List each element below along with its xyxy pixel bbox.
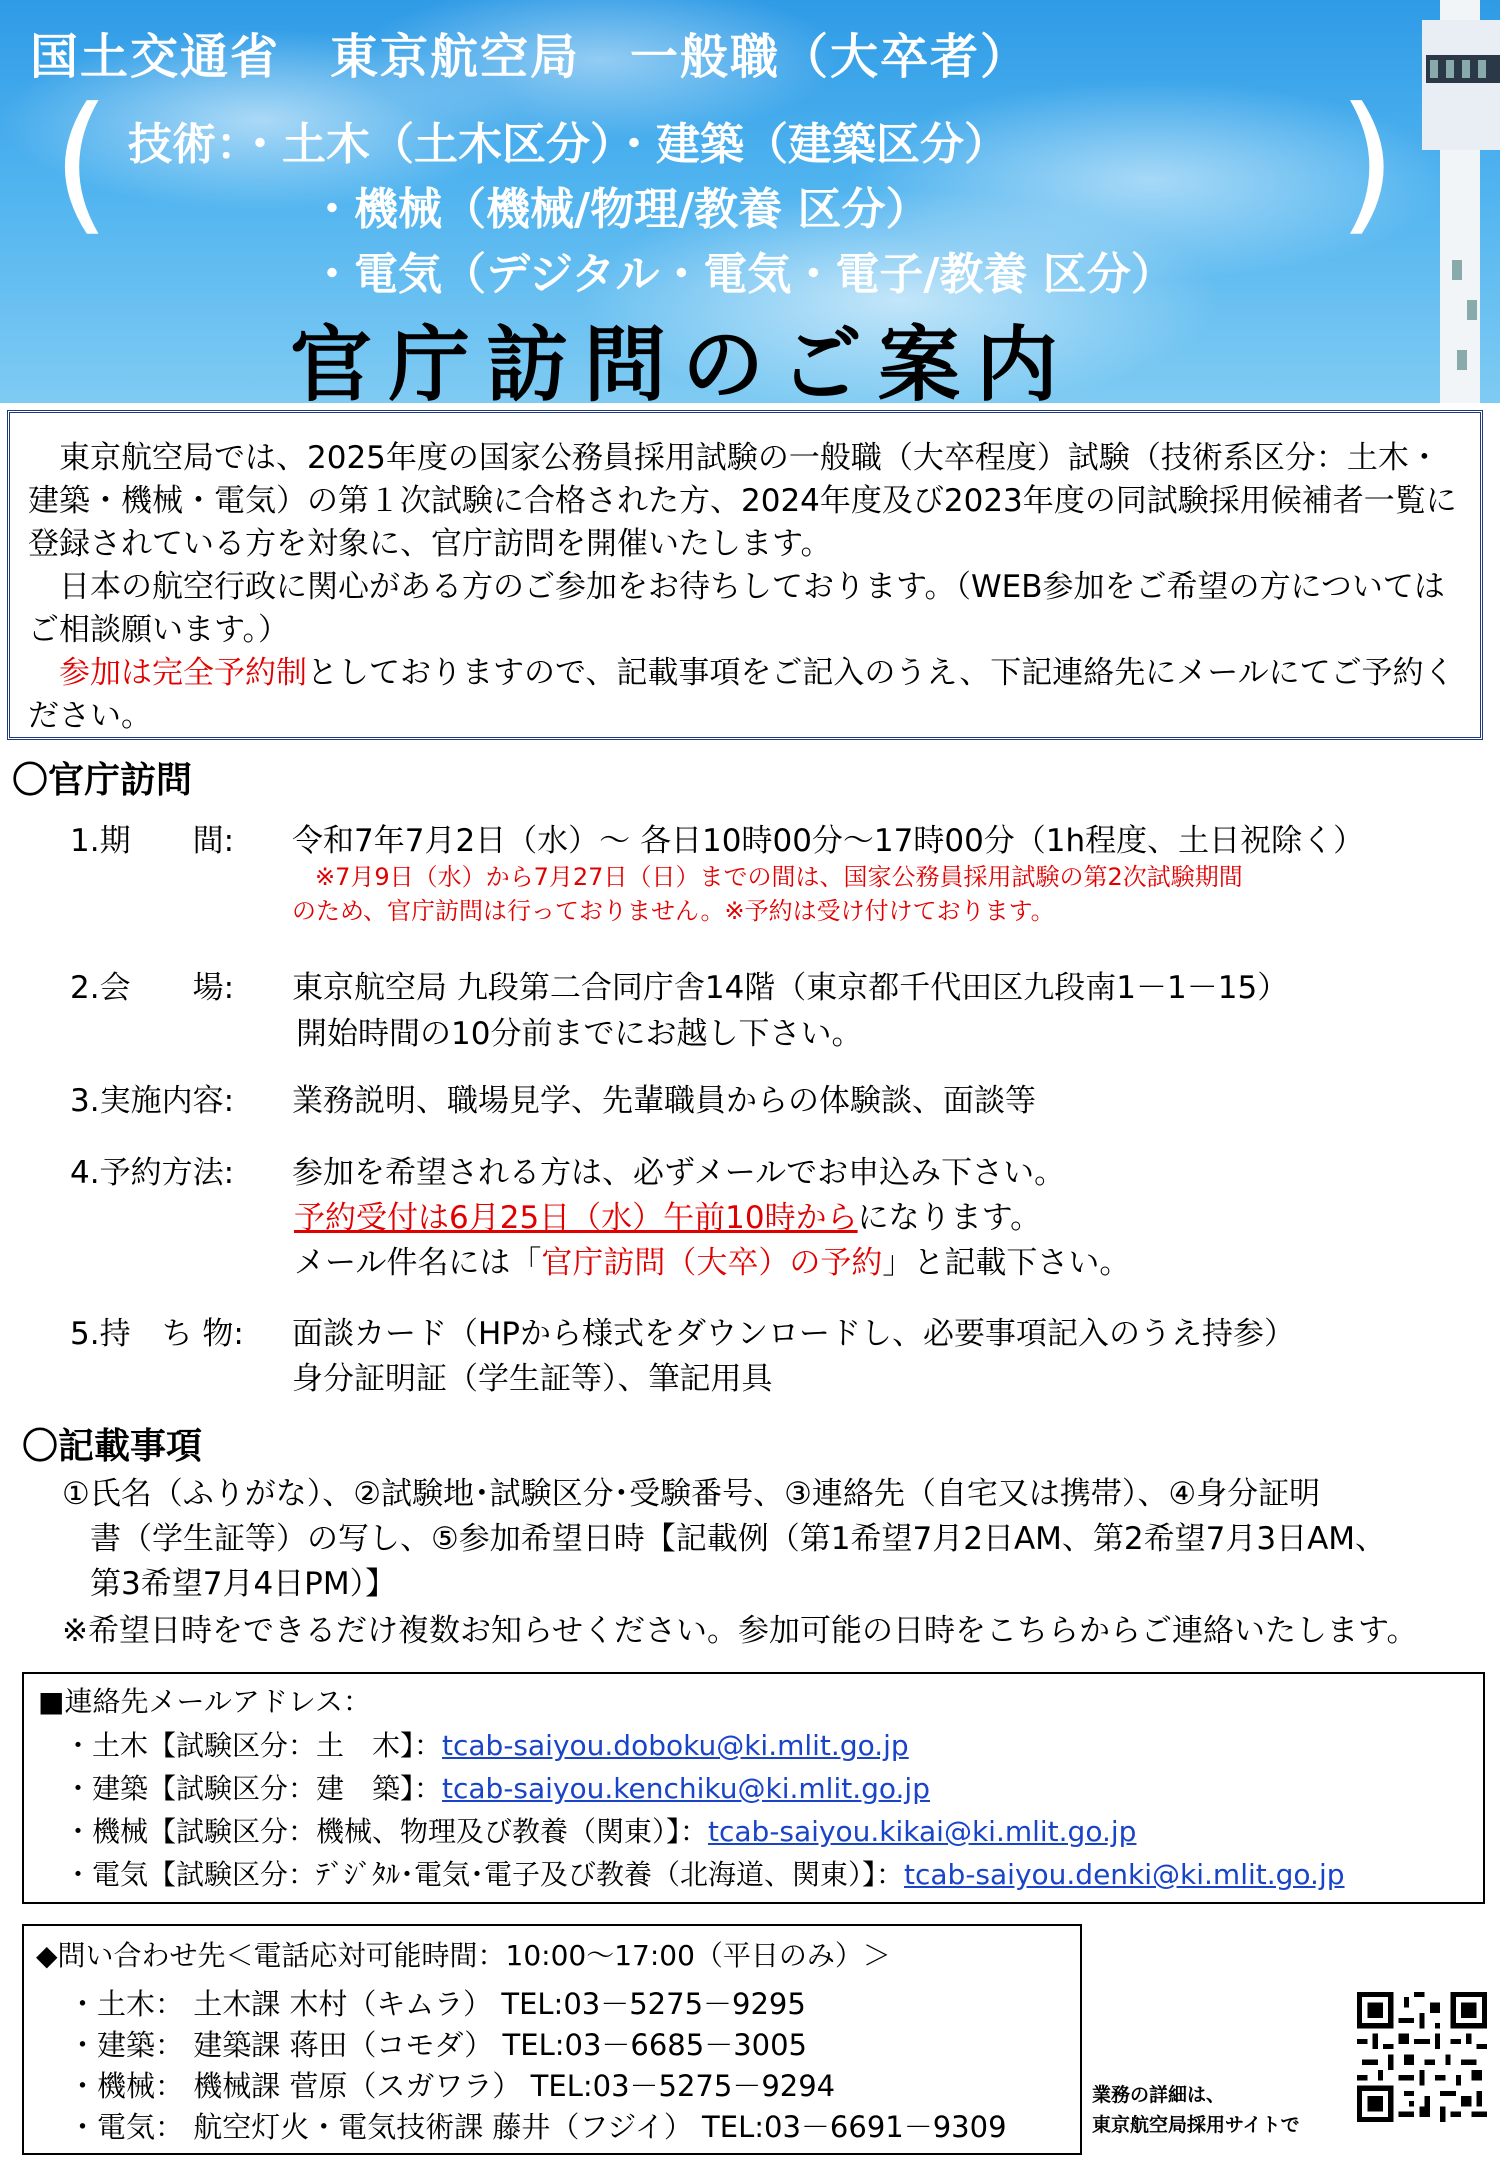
contact-doboku [64,1724,909,1764]
items-line-1: ①氏名（ふりがな）、②試験地･試験区分･受験番号、③連絡先（自宅又は携帯）、④身分証明 [62,1476,1321,1512]
visit-period-note-2: のため、官庁訪問は行っておりません。※予約は受け付けております。 [292,897,1055,925]
right-bracket: ) [1338,76,1397,250]
visit-heading: 〇官庁訪問 [12,760,193,801]
inquiry-box [22,1924,1082,2155]
contact-kikai-label: ・機械【試験区分：機械、物理及び教養（関東）】： [64,1815,709,1848]
visit-reserve-value: 参加を希望される方は、必ずメールでお申込み下さい。 [292,1155,1066,1191]
visit-period-label: 1.期 間: [70,823,235,859]
contacts-box [22,1672,1485,1904]
visit-items-label: 5.持 ち 物: [70,1316,244,1352]
contact-denki [64,1853,1345,1893]
banner-heading: 国土交通省 東京航空局 一般職（大卒者） [30,29,1031,85]
qr-caption-1: 業務の詳細は、 [1092,2084,1226,2106]
contacts-heading: ■連絡先メールアドレス： [38,1685,372,1718]
left-bracket: ( [52,76,111,250]
banner-tech-line3: ・電気（デジタル・電気・電子/教養 区分） [310,249,1175,300]
visit-items-value: 面談カード（HPから様式をダウンロードし、必要事項記入のうえ持参） [292,1316,1296,1352]
visit-venue-label: 2.会 場: [70,970,235,1006]
mail-subject-post: 」と記載下さい。 [882,1245,1131,1281]
inquiry-kenchiku: ・建築： 建築課 蒋田（コモダ） TEL:03－6685－3005 [68,2028,807,2062]
mail-subject-red: 官庁訪問（大卒）の予約 [541,1245,883,1281]
items-line-2: 書（学生証等）の写し、⑤参加希望日時【記載例（第1希望7月2日AM、第2希望7月3日AM、 [90,1521,1387,1557]
contact-denki-email[interactable]: tcab-saiyou.denki@ki.mlit.go.jp [904,1858,1345,1891]
inquiry-denki: ・電気： 航空灯火・電気技術課 藤井（フジイ） TEL:03－6691－9309 [68,2110,1007,2144]
reserve-start-rest: になります。 [857,1200,1042,1236]
visit-period-note-1: ※7月9日（水）から7月27日（日）までの間は、国家公務員採用試験の第2次試験期間 [315,863,1243,891]
qr-code-icon[interactable] [1357,1992,1487,2122]
qr-caption-2: 東京航空局採用サイトで [1092,2114,1300,2136]
contact-kenchiku [64,1767,930,1807]
banner-title: 官庁訪問のご案内 [290,318,1075,403]
intro-paragraph-2: 日本の航空行政に関心がある方のご参加をお待ちしております。（WEB参加をご希望の方についてはご相談願います。） [28,569,1445,648]
visit-content-label: 3.実施内容: [70,1083,235,1119]
intro-paragraph-3 [28,652,1460,738]
contact-denki-label: ・電気【試験区分：ﾃﾞｼﾞﾀﾙ･電気･電子及び教養（北海道、関東）】： [64,1858,905,1891]
visit-reserve-label: 4.予約方法: [70,1155,235,1191]
inquiry-doboku: ・土木： 土木課 木村（キムラ） TEL:03－5275－9295 [68,1987,806,2021]
control-tower-image [1412,0,1500,403]
visit-mail-subject [294,1237,1130,1282]
inquiry-kikai: ・機械： 機械課 菅原（スガワラ） TEL:03－5275－9294 [68,2069,836,2103]
banner-tech-line1: 技術：・土木（土木区分）・建築（建築区分） [128,119,1008,170]
mail-subject-pre: メール件名には「 [294,1245,542,1281]
intro-paragraph-3-rest: としておりますので、記載事項をご記入のうえ、下記連絡先にメールにてご予約ください。 [28,655,1455,734]
intro-box [7,410,1483,740]
intro-reservation-notice: 参加は完全予約制 [59,655,307,691]
contact-kenchiku-label: ・建築【試験区分：建 築】： [64,1772,443,1805]
contact-doboku-label: ・土木【試験区分：土 木】： [64,1729,443,1762]
visit-items-value-2: 身分証明証（学生証等）、筆記用具 [292,1361,773,1397]
inquiry-heading: ◆問い合わせ先＜電話応対可能時間：10:00～17:00（平日のみ）＞ [36,1939,891,1972]
visit-reserve-start [294,1192,1041,1237]
intro-paragraph-1: 東京航空局では、2025年度の国家公務員採用試験の一般職（大卒程度）試験（技術系区分：土木・建築・機械・電気）の第１次試験に合格された方、2024年度及び2023年度の同試験採用候補者一覧に登録されている方を対象に、官庁訪問を開催いたします。 [28,440,1457,562]
banner-tech-line2: ・機械（機械/物理/教養 区分） [310,184,930,235]
contact-kikai-email[interactable]: tcab-saiyou.kikai@ki.mlit.go.jp [708,1815,1137,1848]
header-banner [0,0,1500,403]
contact-doboku-email[interactable]: tcab-saiyou.doboku@ki.mlit.go.jp [442,1729,909,1762]
items-line-3: 第3希望7月4日PM）】 [90,1566,397,1602]
visit-venue-note: 開始時間の10分前までにお越し下さい。 [296,1016,863,1052]
visit-content-value: 業務説明、職場見学、先輩職員からの体験談、面談等 [292,1083,1036,1119]
items-heading: 〇記載事項 [22,1426,203,1467]
contact-kenchiku-email[interactable]: tcab-saiyou.kenchiku@ki.mlit.go.jp [442,1772,930,1805]
contact-kikai [64,1810,1136,1850]
visit-period-value: 令和7年7月2日（水）～ 各日10時00分～17時00分（1h程度、土日祝除く） [292,823,1365,859]
visit-venue-value: 東京航空局 九段第二合同庁舎14階（東京都千代田区九段南1－1－15） [292,970,1289,1006]
reserve-start-red: 予約受付は6月25日（水）午前10時から [294,1200,858,1236]
items-note: ※希望日時をできるだけ複数お知らせください。参加可能の日時をこちらからご連絡いたします。 [62,1613,1418,1649]
